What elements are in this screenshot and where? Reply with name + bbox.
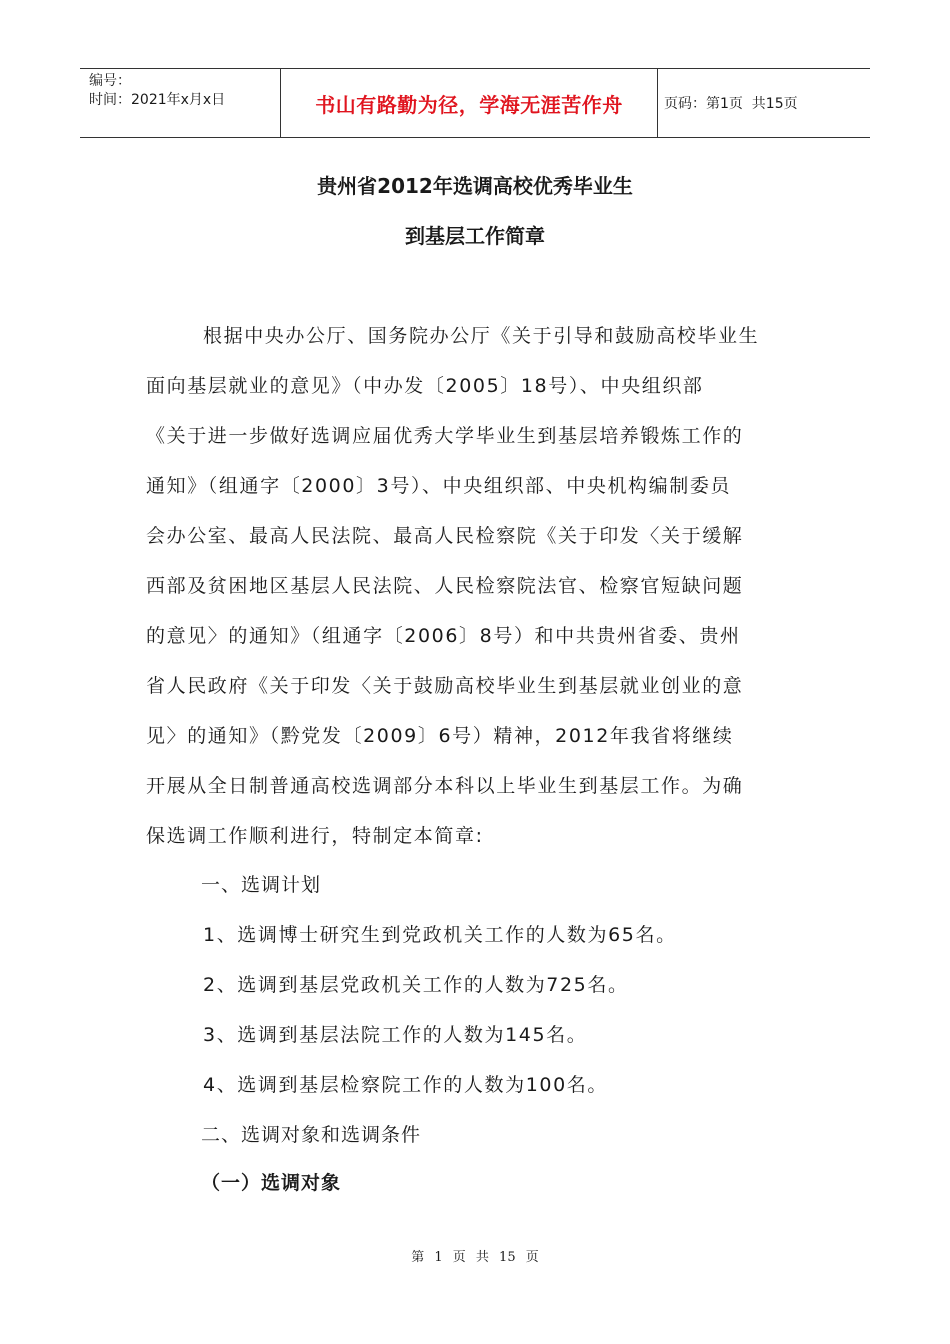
subsection-heading: （一）选调对象 <box>201 1172 342 1194</box>
document-title-line1: 贵州省2012年选调高校优秀毕业生 <box>317 174 633 198</box>
header-page-info <box>658 69 870 137</box>
header-meta <box>80 69 281 137</box>
intro-line: 通知》（组通字〔2000〕3号）、中央组织部、中央机构编制委员 <box>146 475 732 497</box>
intro-line: 保选调工作顺利进行，特制定本简章: <box>146 825 484 847</box>
header-motto: 书山有路勤为径，学海无涯苦作舟 <box>281 69 658 137</box>
plan-item: 3、选调到基层法院工作的人数为145名。 <box>203 1024 588 1046</box>
document-header <box>80 68 870 138</box>
intro-line: 《关于进一步做好选调应届优秀大学毕业生到基层培养锻炼工作的 <box>146 425 744 447</box>
intro-line: 省人民政府《关于印发〈关于鼓励高校毕业生到基层就业创业的意 <box>146 675 744 697</box>
intro-line: 西部及贫困地区基层人民法院、人民检察院法官、检察官短缺问题 <box>146 575 744 597</box>
section-heading: 二、选调对象和选调条件 <box>201 1124 422 1146</box>
page-footer: 第 1 页 共 15 页 <box>411 1250 539 1265</box>
intro-line: 的意见〉的通知》（组通字〔2006〕8号）和中共贵州省委、贵州 <box>146 625 741 647</box>
plan-item: 4、选调到基层检察院工作的人数为100名。 <box>203 1074 608 1096</box>
intro-line: 面向基层就业的意见》（中办发〔2005〕18号）、中央组织部 <box>146 375 704 397</box>
intro-line: 根据中央办公厅、国务院办公厅《关于引导和鼓励高校毕业生 <box>203 325 760 347</box>
plan-item: 1、选调博士研究生到党政机关工作的人数为65名。 <box>203 924 677 946</box>
document-title-line2: 到基层工作简章 <box>405 224 545 248</box>
section-heading: 一、选调计划 <box>201 874 322 896</box>
intro-line: 会办公室、最高人民法院、最高人民检察院《关于印发〈关于缓解 <box>146 525 744 547</box>
time-label: 时间：2021年x月x日 <box>89 92 226 108</box>
intro-line: 见〉的通知》（黔党发〔2009〕6号）精神，2012年我省将继续 <box>146 725 734 747</box>
intro-line: 开展从全日制普通高校选调部分本科以上毕业生到基层工作。为确 <box>146 775 744 797</box>
plan-item: 2、选调到基层党政机关工作的人数为725名。 <box>203 974 629 996</box>
number-label: 编号： <box>89 73 131 89</box>
page-info-text: 页码：第1页 共15页 <box>664 96 798 112</box>
